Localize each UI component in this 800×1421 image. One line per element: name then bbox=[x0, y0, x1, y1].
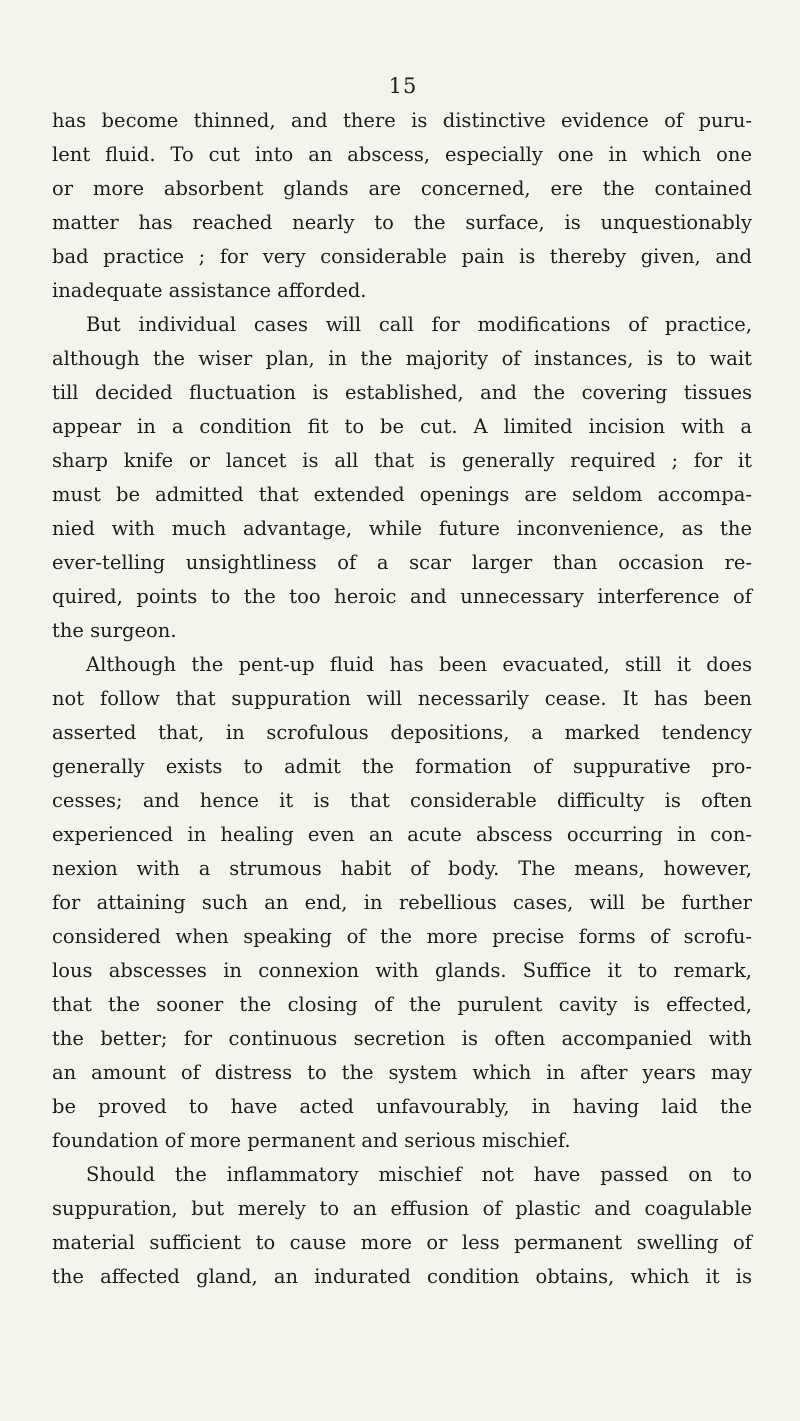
text-line: ever-telling unsightliness of a scar larger than occasion re- bbox=[52, 551, 752, 574]
text-line: sharp knife or lancet is all that is generally required ; for it bbox=[52, 449, 752, 472]
text-line: asserted that, in scrofulous depositions, a marked tendency bbox=[52, 721, 752, 744]
text-line: Should the inflammatory mischief not have passed on to bbox=[86, 1163, 752, 1186]
text-line: must be admitted that extended openings are seldom accompa- bbox=[52, 483, 752, 506]
text-line: matter has reached nearly to the surface, is unquestionably bbox=[52, 211, 752, 234]
text-line: lent fluid. To cut into an abscess, especially one in which one bbox=[52, 143, 752, 166]
text-line: lous abscesses in connexion with glands. Suffice it to remark, bbox=[52, 959, 752, 982]
text-line: material sufficient to cause more or less permanent swelling of bbox=[52, 1231, 752, 1254]
text-line: the better; for continuous secretion is often accompanied with bbox=[52, 1027, 752, 1050]
text-line: nexion with a strumous habit of body. The means, however, bbox=[52, 857, 752, 880]
text-line: an amount of distress to the system which in after years may bbox=[52, 1061, 752, 1084]
text-line: experienced in healing even an acute abscess occurring in con- bbox=[52, 823, 752, 846]
text-line: cesses; and hence it is that considerable difficulty is often bbox=[52, 789, 752, 812]
text-line: although the wiser plan, in the majority of instances, is to wait bbox=[52, 347, 752, 370]
text-line: suppuration, but merely to an effusion of plastic and coagulable bbox=[52, 1197, 752, 1220]
text-line: foundation of more permanent and serious mischief. bbox=[52, 1129, 571, 1152]
text-line: not follow that suppuration will necessarily cease. It has been bbox=[52, 687, 752, 710]
text-line: generally exists to admit the formation of suppurative pro- bbox=[52, 755, 752, 778]
text-line: the affected gland, an indurated condition obtains, which it is bbox=[52, 1265, 752, 1288]
text-line: appear in a condition fit to be cut. A limited incision with a bbox=[52, 415, 752, 438]
body-text bbox=[52, 104, 752, 1294]
text-line: Although the pent-up fluid has been evacuated, still it does bbox=[86, 653, 752, 676]
text-line: for attaining such an end, in rebellious cases, will be further bbox=[52, 891, 752, 914]
text-line: considered when speaking of the more precise forms of scrofu- bbox=[52, 925, 752, 948]
text-line: quired, points to the too heroic and unnecessary interference of bbox=[52, 585, 752, 608]
text-line: that the sooner the closing of the purulent cavity is effected, bbox=[52, 993, 752, 1016]
text-line: till decided fluctuation is established, and the covering tissues bbox=[52, 381, 752, 404]
text-line: or more absorbent glands are concerned, ere the contained bbox=[52, 177, 752, 200]
text-line: the surgeon. bbox=[52, 619, 177, 642]
text-line: bad practice ; for very considerable pain is thereby given, and bbox=[52, 245, 752, 268]
text-line: nied with much advantage, while future inconvenience, as the bbox=[52, 517, 752, 540]
text-line: has become thinned, and there is distinctive evidence of puru- bbox=[52, 109, 752, 132]
text-line: But individual cases will call for modifications of practice, bbox=[86, 313, 752, 336]
text-line: be proved to have acted unfavourably, in having laid the bbox=[52, 1095, 752, 1118]
text-line: inadequate assistance afforded. bbox=[52, 279, 367, 302]
page-number: 15 bbox=[388, 74, 418, 98]
